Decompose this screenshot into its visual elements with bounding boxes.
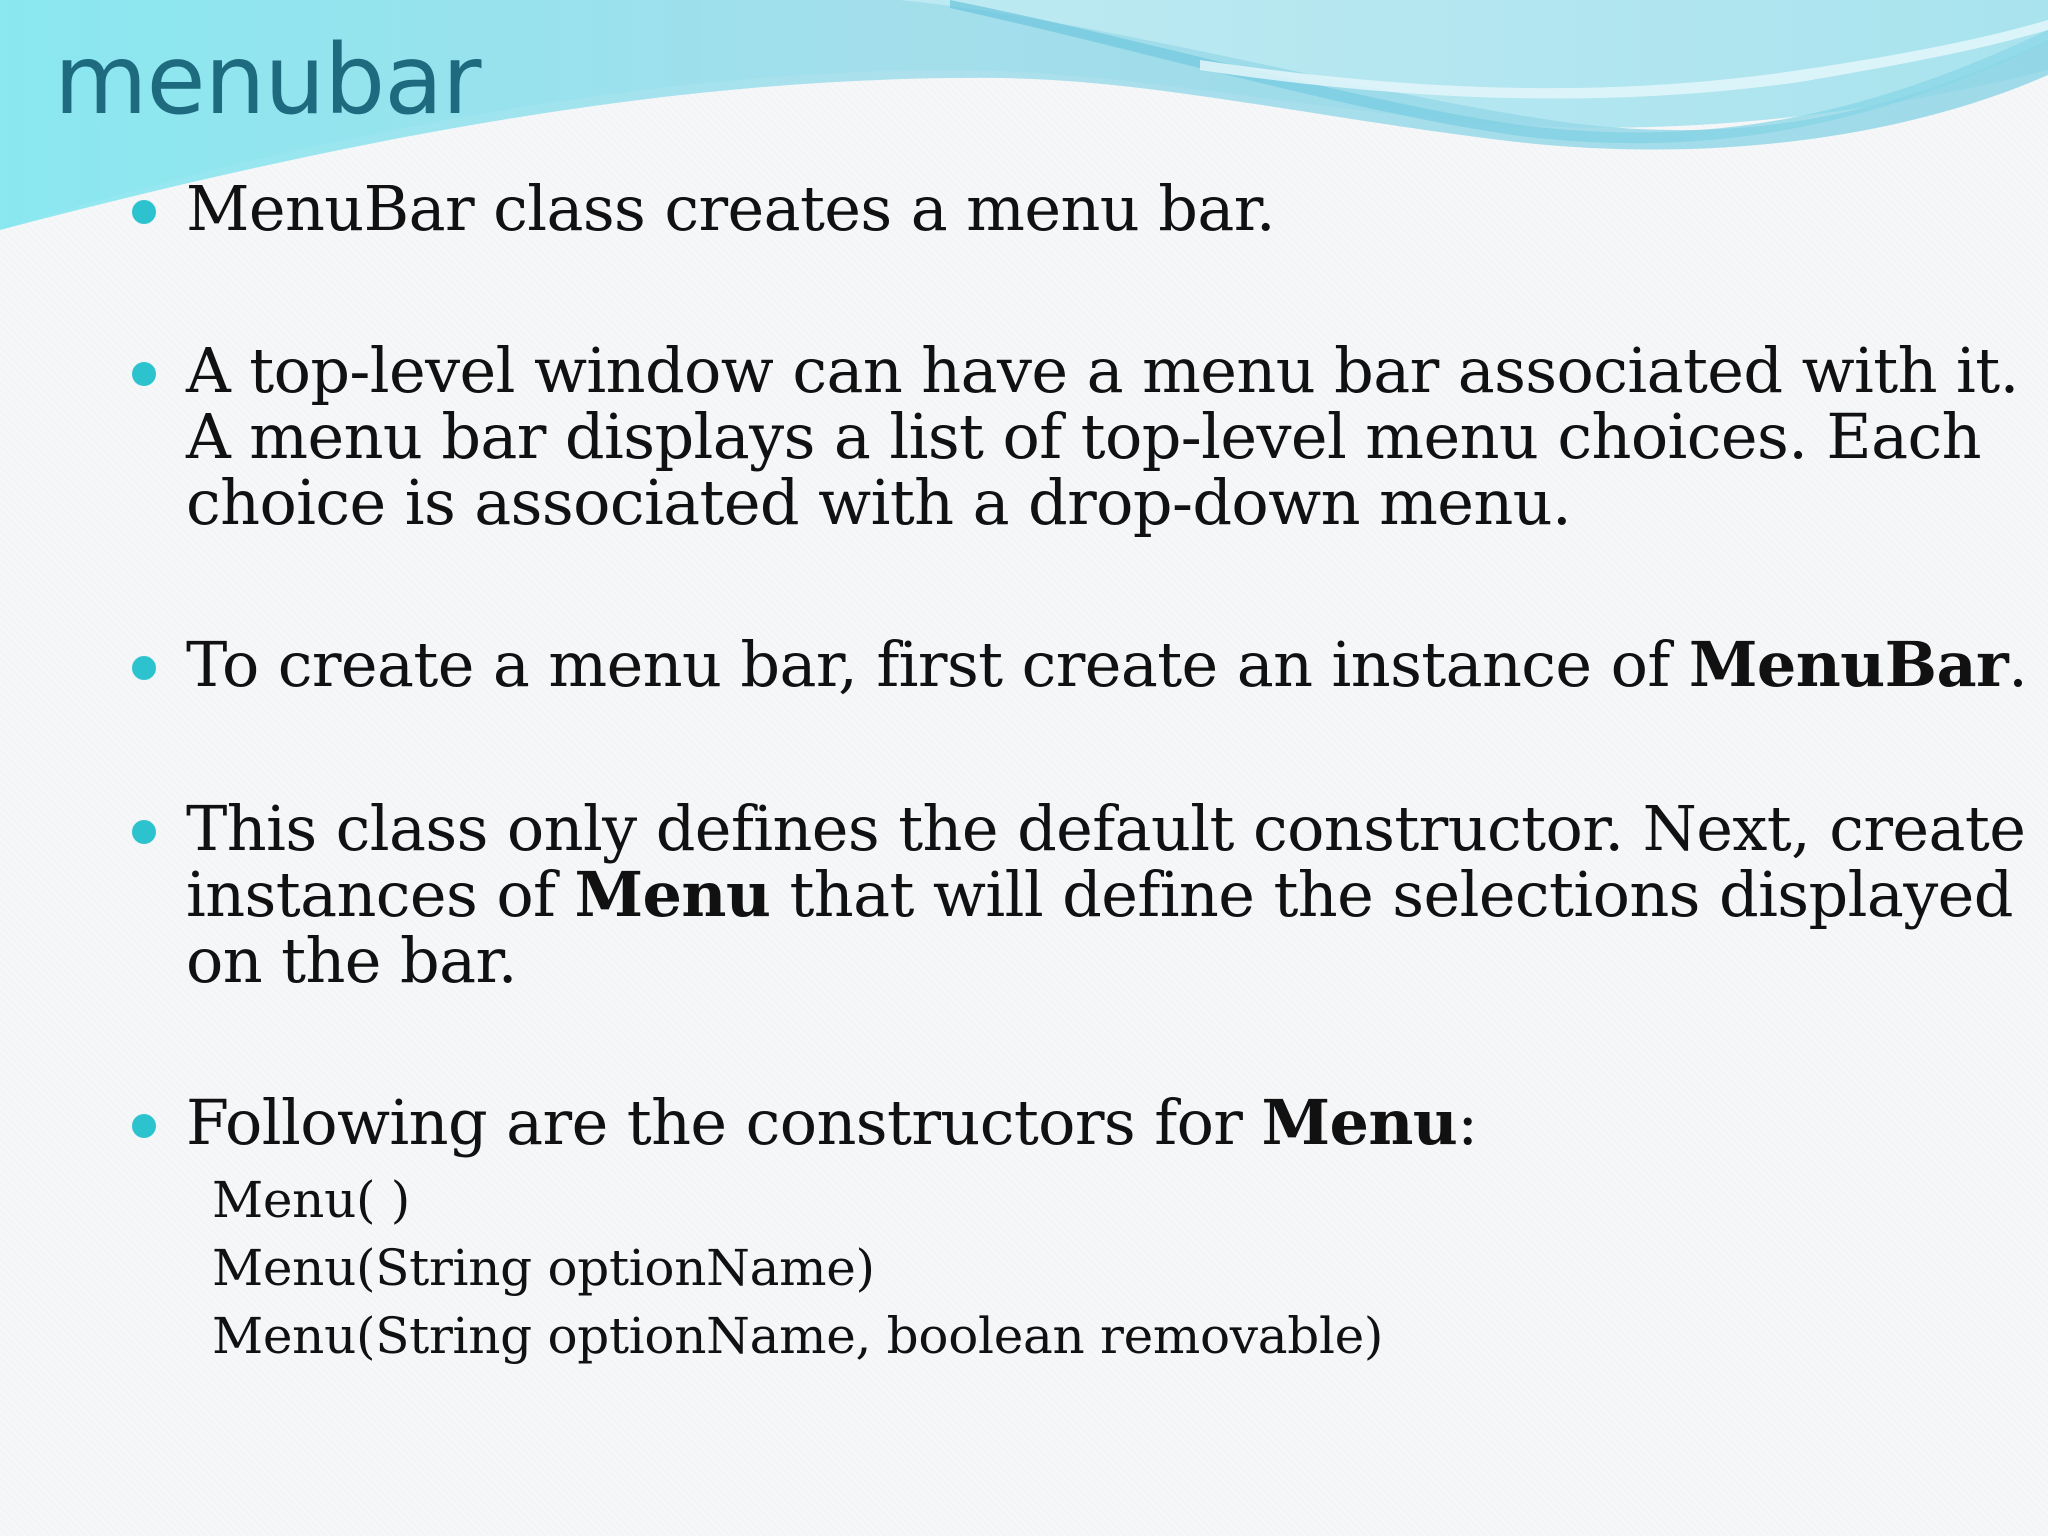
bullet-dot-icon xyxy=(132,820,156,844)
bullet-text: A menu bar displays a list of top-level menu choices. Each xyxy=(186,400,1981,473)
bullet-dot-icon xyxy=(132,200,156,224)
bullet-item xyxy=(186,334,2019,539)
constructor-signature: Menu(String optionName) xyxy=(212,1239,875,1297)
class-name-emphasis: Menu xyxy=(1261,1086,1458,1159)
bullet-text: Following are the constructors for Menu: xyxy=(186,1086,1478,1159)
bullet-dot-icon xyxy=(132,362,156,386)
bullet-dot-icon xyxy=(132,656,156,680)
bullet-text: on the bar. xyxy=(186,924,517,997)
bullet-dot-icon xyxy=(132,1114,156,1138)
bullet-item xyxy=(186,792,2026,997)
bullet-text: A top-level window can have a menu bar associated with it. xyxy=(186,334,2019,407)
bullet-text: This class only defines the default constructor. Next, create xyxy=(186,792,2026,865)
bullet-item xyxy=(186,1086,1926,1159)
bullet-item xyxy=(186,172,1926,245)
constructor-signature: Menu(String optionName, boolean removable) xyxy=(212,1307,1384,1365)
class-name-emphasis: MenuBar xyxy=(1688,628,2009,701)
bullet-text: choice is associated with a drop-down menu. xyxy=(186,466,1572,539)
constructor-signature: Menu( ) xyxy=(212,1171,410,1229)
slide-title: menubar xyxy=(54,24,481,136)
bullet-text: instances of Menu that will define the selections displayed xyxy=(186,858,2013,931)
bullet-text: MenuBar class creates a menu bar. xyxy=(186,172,1276,245)
bullet-text: To create a menu bar, first create an instance of MenuBar. xyxy=(186,628,2028,701)
class-name-emphasis: Menu xyxy=(574,858,771,931)
bullet-item xyxy=(186,628,2028,701)
